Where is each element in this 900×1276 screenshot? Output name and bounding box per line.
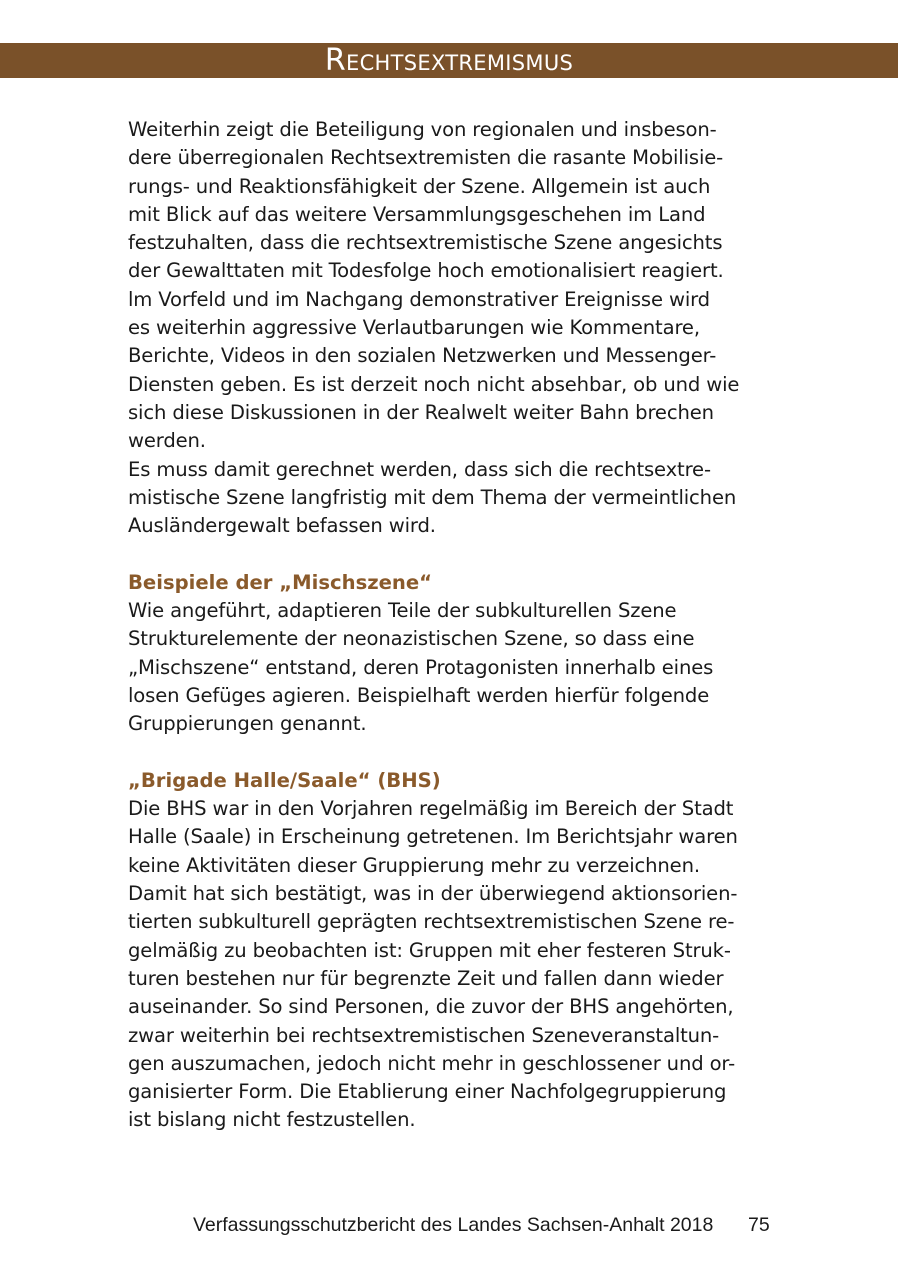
text-line: mistische Szene langfristig mit dem Thema der vermeintlichen xyxy=(128,485,737,509)
text-line: Die BHS war in den Vorjahren regelmäßig im Bereich der Stadt xyxy=(128,797,734,821)
text-line: Weiterhin zeigt die Beteiligung von regionalen und insbeson- xyxy=(128,118,717,141)
text-line: werden. xyxy=(128,429,206,453)
subheading-bhs: „Brigade Halle/Saale“ (BHS) xyxy=(128,768,441,792)
text-line: sich diese Diskussionen in der Realwelt weiter Bahn brechen xyxy=(128,400,714,424)
text-line: zwar weiterhin bei rechtsextremistischen Szeneveranstaltun- xyxy=(128,1023,720,1047)
spacer xyxy=(128,540,778,568)
text-line: turen bestehen nur für begrenzte Zeit und fallen dann wieder xyxy=(128,966,724,990)
text-line: ist bislang nicht festzustellen. xyxy=(128,1108,416,1132)
paragraph-mischszene xyxy=(128,597,778,738)
section-title: Rechtsextremismus xyxy=(324,43,574,78)
text-line: gelmäßig zu beobachten ist: Gruppen mit eher festeren Struk- xyxy=(128,938,731,962)
text-line: keine Aktivitäten dieser Gruppierung mehr zu verzeichnen. xyxy=(128,853,700,877)
text-line: rungs- und Reaktionsfähigkeit der Szene. Allgemein ist auch xyxy=(128,174,711,198)
text-line: dere überregionalen Rechtsextremisten die rasante Mobilisie- xyxy=(128,146,724,170)
text-line: Halle (Saale) in Erscheinung getretenen. Im Berichtsjahr waren xyxy=(128,825,738,849)
subheading-mischszene: Beispiele der „Mischszene“ xyxy=(128,570,433,594)
text-line: Ausländergewalt befassen wird. xyxy=(128,514,436,538)
text-line: losen Gefüges agieren. Beispielhaft werden hierfür folgende xyxy=(128,683,710,707)
text-line: festzuhalten, dass die rechtsextremistische Szene angesichts xyxy=(128,231,723,255)
text-line: lm Vorfeld und im Nachgang demonstrativer Ereignisse wird xyxy=(128,287,710,311)
footer-publication-title: Verfassungsschutzbericht des Landes Sachsen-Anhalt 2018 xyxy=(193,1214,714,1236)
text-line: auseinander. So sind Personen, die zuvor der BHS angehörten, xyxy=(128,995,734,1019)
text-line: es weiterhin aggressive Verlautbarungen wie Kommentare, xyxy=(128,316,700,340)
text-line: der Gewalttaten mit Todesfolge hoch emotionalisiert reagiert. xyxy=(128,259,724,283)
text-line: Diensten geben. Es ist derzeit noch nicht absehbar, ob und wie xyxy=(128,372,740,396)
paragraph-2 xyxy=(128,456,778,541)
text-line: Damit hat sich bestätigt, was in der überwiegend aktionsorien- xyxy=(128,882,738,906)
text-line: Strukturelemente der neonazistischen Szene, so dass eine xyxy=(128,627,695,651)
text-line: mit Blick auf das weitere Versammlungsgeschehen im Land xyxy=(128,202,706,226)
page-content xyxy=(128,116,778,1135)
page-number: 75 xyxy=(748,1214,770,1236)
paragraph-bhs xyxy=(128,795,778,1135)
section-header-bar xyxy=(0,43,898,78)
spacer xyxy=(128,739,778,767)
text-line: Wie angeführt, adaptieren Teile der subkulturellen Szene xyxy=(128,599,677,623)
text-line: ganisierter Form. Die Etablierung einer Nachfolgegruppierung xyxy=(128,1080,727,1104)
paragraph-1 xyxy=(128,116,778,456)
text-line: Es muss damit gerechnet werden, dass sich die rechtsextre- xyxy=(128,457,711,481)
text-line: gen auszumachen, jedoch nicht mehr in geschlossener und or- xyxy=(128,1051,735,1075)
text-line: „Mischszene“ entstand, deren Protagonisten innerhalb eines xyxy=(128,655,714,679)
text-line: Gruppierungen genannt. xyxy=(128,712,367,736)
text-line: tierten subkulturell geprägten rechtsextremistischen Szene re- xyxy=(128,910,735,934)
text-line: Berichte, Videos in den sozialen Netzwerken und Messenger- xyxy=(128,344,717,368)
